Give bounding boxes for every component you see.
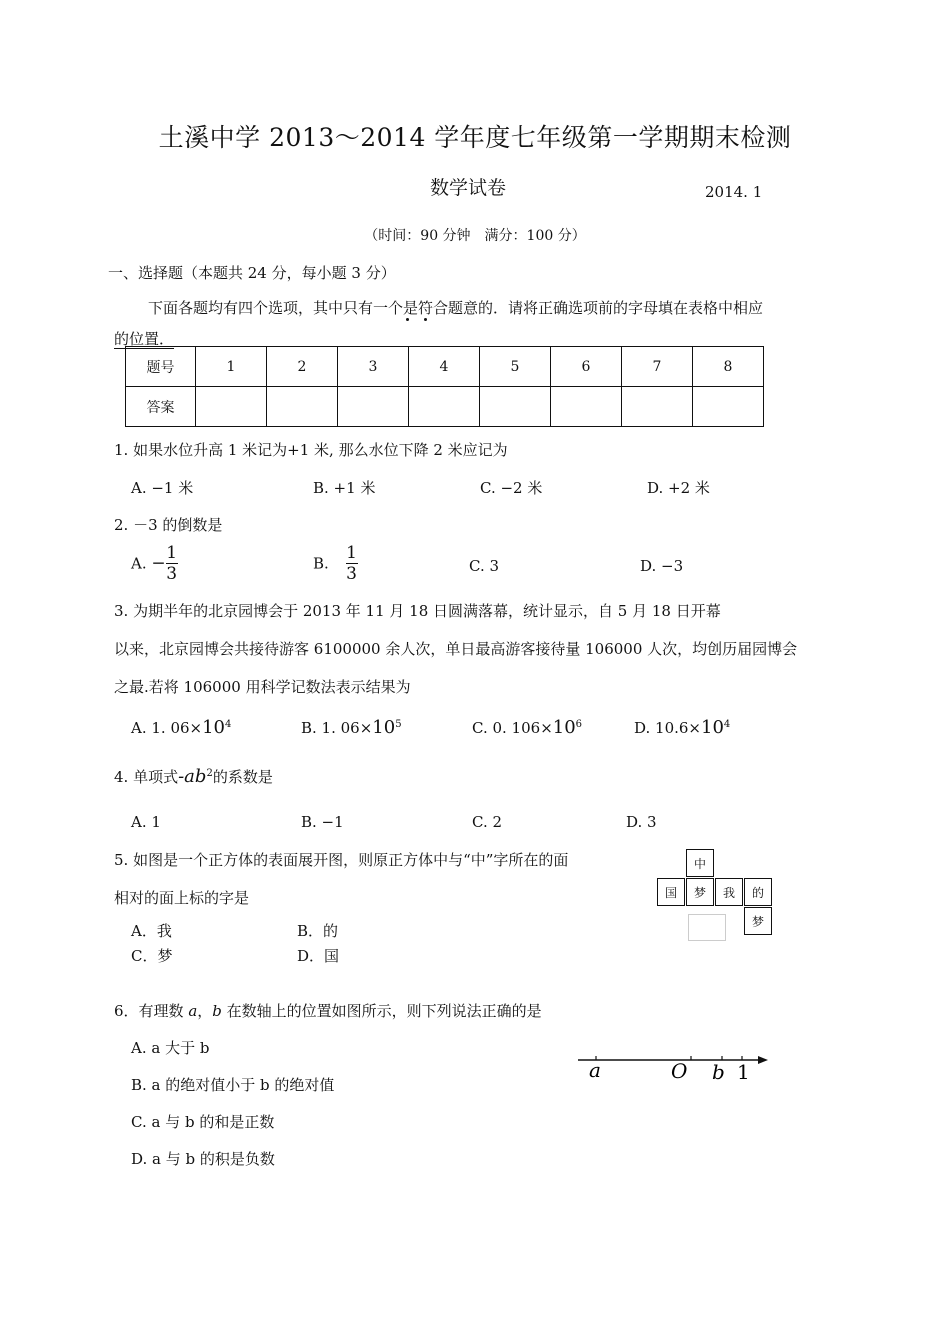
fraction (166, 543, 178, 584)
answer-cell[interactable] (196, 387, 267, 427)
stem-prefix: 4. 单项式 (114, 768, 179, 786)
q3-option-d (634, 717, 730, 738)
monomial: -ab (178, 766, 207, 787)
stem-prefix: 6．有理数 (114, 1002, 189, 1020)
table-cell: 8 (693, 347, 764, 387)
net-face: 我 (715, 878, 743, 906)
q5-option-a: A．我 (131, 922, 172, 940)
option-label: D. 10.6× (634, 719, 701, 737)
label-origin: O (671, 1059, 688, 1083)
q6-option-a: A. a 大于 b (131, 1039, 210, 1057)
q2-option-c: C. 3 (469, 557, 500, 575)
option-label: B. (313, 554, 329, 573)
q1-option-d: D. +2 米 (647, 479, 710, 497)
answer-cell[interactable] (551, 387, 622, 427)
fraction (346, 543, 358, 584)
table-cell: 4 (409, 347, 480, 387)
option-label: B. 1. 06× (301, 719, 373, 737)
table-cell: 1 (196, 347, 267, 387)
q3-option-c (472, 717, 582, 738)
answer-cell[interactable] (267, 387, 338, 427)
q4-option-b: B. −1 (301, 813, 344, 831)
fraction-numerator: 1 (166, 543, 178, 563)
answer-cell[interactable] (338, 387, 409, 427)
question-5-line-1: 5. 如图是一个正方体的表面展开图，则原正方体中与“中”字所在的面 (114, 851, 569, 869)
question-2-stem: 2. －3 的倒数是 (114, 516, 223, 534)
power-exponent: 6 (575, 719, 583, 730)
answer-table (125, 346, 764, 427)
q5-option-c: C．梦 (131, 947, 173, 965)
q2-option-d: D. −3 (640, 557, 684, 575)
table-cell: 7 (622, 347, 693, 387)
table-header-cell: 答案 (126, 387, 196, 427)
stem-suffix: 的系数是 (212, 768, 273, 786)
fraction-denominator: 3 (346, 564, 357, 584)
arrow-icon (758, 1056, 768, 1064)
power-exponent: 4 (723, 719, 731, 730)
monomial-exponent: 2 (206, 768, 213, 779)
net-face: 梦 (744, 907, 772, 935)
q2-option-b (313, 543, 358, 584)
label-a: a (589, 1058, 601, 1082)
option-label: C. 0. 106× (472, 719, 553, 737)
question-3-line-2: 以来，北京园博会共接待游客 6100000 余人次，单日最高游客接待量 106000 人次，均创历届园博会 (114, 640, 798, 658)
emphasis-dot (406, 318, 409, 321)
fraction-numerator: 1 (346, 543, 357, 563)
stem-separator: ， (197, 1002, 213, 1020)
q1-option-c: C. −2 米 (480, 479, 543, 497)
q2-option-a (131, 543, 178, 584)
q3-option-b (301, 717, 402, 738)
q6-option-d: D. a 与 b 的积是负数 (131, 1150, 275, 1168)
power-base: 10 (552, 717, 576, 738)
power-base: 10 (372, 717, 396, 738)
fraction-denominator: 3 (166, 564, 178, 584)
q5-option-b: B．的 (297, 922, 339, 940)
exam-title: 土溪中学 2013～2014 学年度七年级第一学期期末检测 (158, 123, 792, 152)
answer-cell[interactable] (622, 387, 693, 427)
power-base: 10 (202, 717, 226, 738)
table-header-cell: 题号 (126, 347, 196, 387)
number-line-figure (570, 1045, 780, 1090)
q3-option-a (131, 717, 231, 738)
net-face: 的 (744, 878, 772, 906)
question-6-stem (114, 1000, 542, 1021)
label-one: 1 (737, 1060, 750, 1084)
emphasis-dot (424, 318, 427, 321)
table-cell: 2 (267, 347, 338, 387)
q4-option-c: C. 2 (472, 813, 503, 831)
table-cell: 5 (480, 347, 551, 387)
q1-option-a: A. −1 米 (131, 479, 194, 497)
table-cell: 6 (551, 347, 622, 387)
answer-cell[interactable] (693, 387, 764, 427)
net-face: 中 (686, 849, 714, 877)
table-cell: 3 (338, 347, 409, 387)
exam-date: 2014. 1 (705, 183, 763, 201)
option-label: A. (131, 554, 147, 573)
blank-box (688, 914, 726, 941)
question-5-line-2: 相对的面上标的字是 (114, 889, 250, 907)
question-3-line-3: 之最.若将 106000 用科学记数法表示结果为 (114, 678, 411, 696)
net-face: 梦 (686, 878, 714, 906)
q6-option-c: C. a 与 b 的和是正数 (131, 1113, 275, 1131)
question-1-stem: 1. 如果水位升高 1 米记为+1 米, 那么水位下降 2 米应记为 (114, 441, 508, 459)
section-heading: 一、选择题（本题共 24 分，每小题 3 分） (108, 264, 396, 282)
power-exponent: 4 (225, 719, 232, 730)
net-face: 国 (657, 878, 685, 906)
instruction-line-2: 的位置． (114, 330, 175, 348)
power-exponent: 5 (395, 719, 402, 730)
table-row (126, 387, 764, 427)
question-4-stem (114, 766, 273, 787)
minus-sign: − (151, 553, 166, 574)
label-b: b (712, 1060, 725, 1084)
power-base: 10 (701, 717, 724, 738)
q4-option-a: A. 1 (131, 813, 161, 831)
table-row (126, 347, 764, 387)
q4-option-d: D. 3 (626, 813, 657, 831)
answer-cell[interactable] (409, 387, 480, 427)
variable-b: b (212, 1002, 222, 1020)
q5-option-d: D．国 (297, 947, 340, 965)
option-label: A. 1. 06× (131, 719, 203, 737)
time-info: （时间：90 分钟 满分：100 分） (364, 228, 586, 244)
stem-suffix: 在数轴上的位置如图所示，则下列说法正确的是 (221, 1002, 542, 1020)
q6-option-b: B. a 的绝对值小于 b 的绝对值 (131, 1076, 335, 1094)
variable-a: a (188, 1002, 198, 1020)
answer-cell[interactable] (480, 387, 551, 427)
instruction-line-1: 下面各题均有四个选项，其中只有一个是符合题意的．请将正确选项前的字母填在表格中相应 (148, 299, 764, 317)
q1-option-b: B. +1 米 (313, 479, 376, 497)
exam-subtitle: 数学试卷 (430, 177, 507, 199)
question-3-line-1: 3. 为期半年的北京园博会于 2013 年 11 月 18 日圆满落幕，统计显示，自 5 月 18 日开幕 (114, 602, 721, 620)
